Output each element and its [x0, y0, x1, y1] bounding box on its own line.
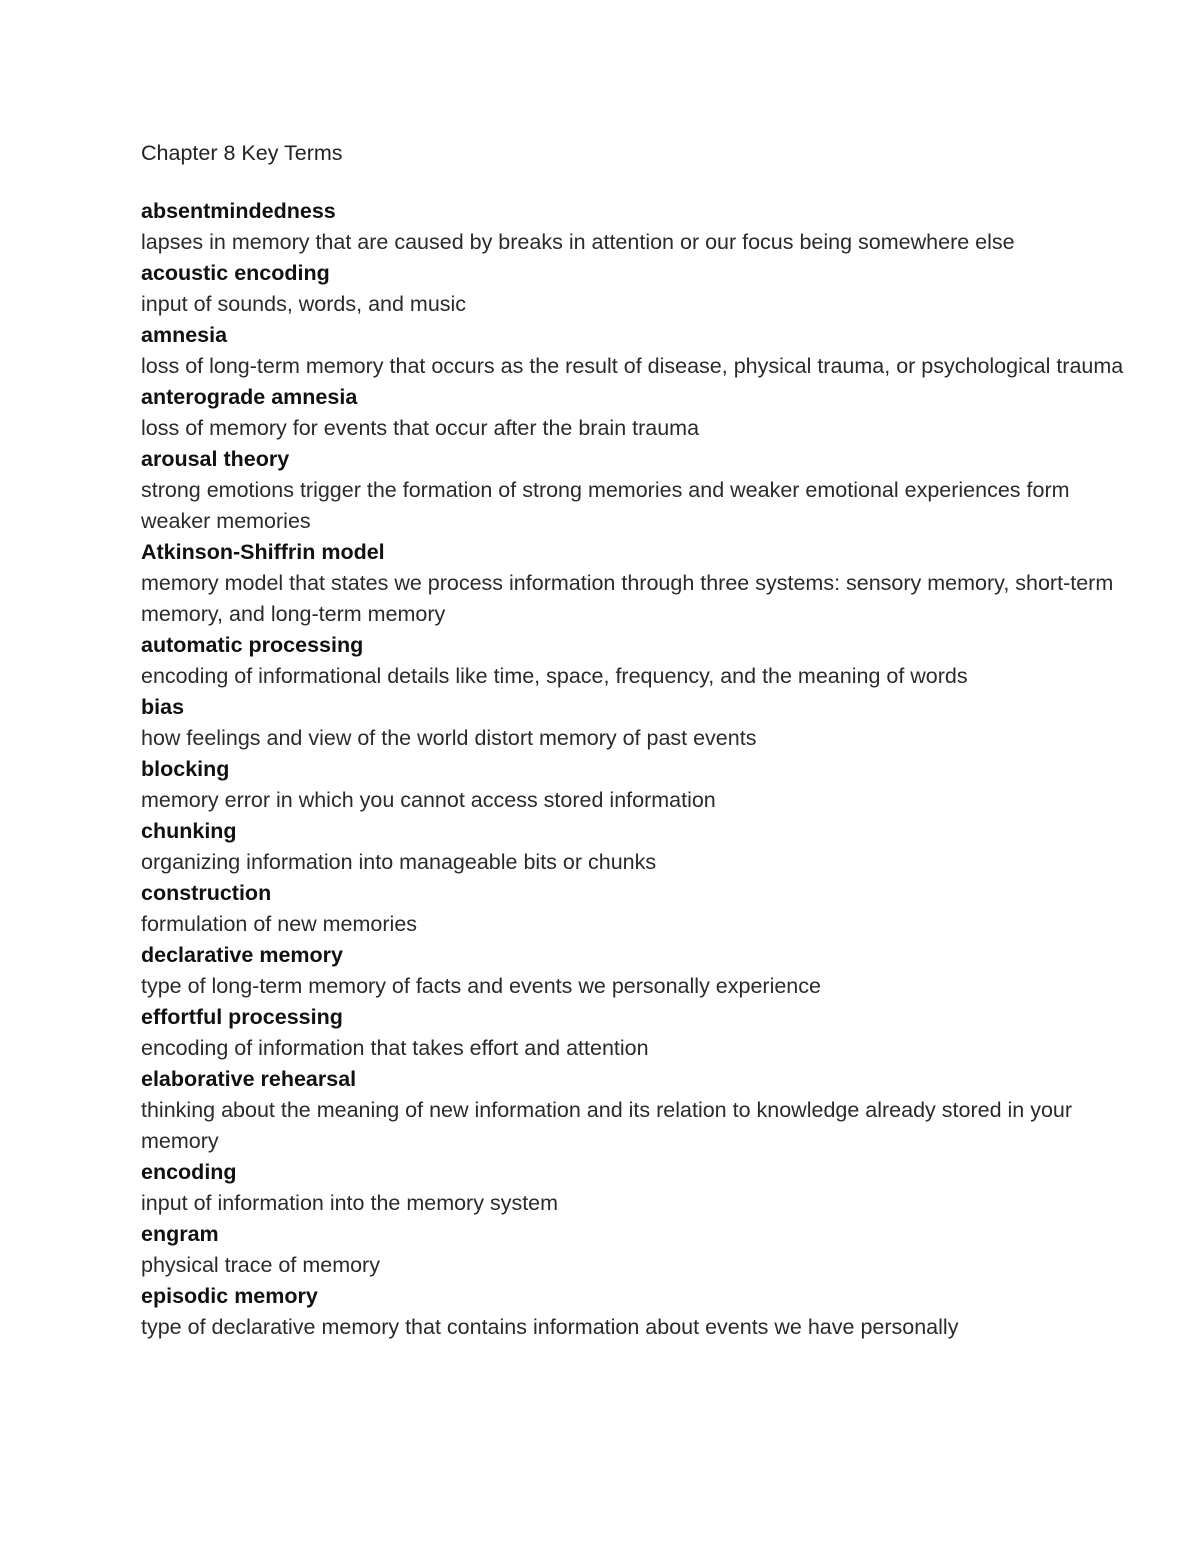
glossary-definition: organizing information into manageable bits or chunks [141, 850, 657, 874]
glossary-term: Atkinson-Shiffrin model [141, 540, 385, 564]
glossary-entry [141, 1002, 1141, 1064]
glossary-definition: memory error in which you cannot access stored information [141, 788, 716, 812]
glossary-definition: lapses in memory that are caused by breaks in attention or our focus being somewhere else [141, 230, 1015, 254]
glossary-entry [141, 940, 1141, 1002]
glossary-entry [141, 382, 1141, 444]
glossary-term: engram [141, 1222, 219, 1246]
glossary-term: amnesia [141, 323, 228, 347]
glossary-definition: formulation of new memories [141, 912, 418, 936]
glossary-term: elaborative rehearsal [141, 1067, 357, 1091]
glossary-term: construction [141, 881, 272, 905]
page-title: Chapter 8 Key Terms [141, 141, 343, 165]
glossary-entry [141, 816, 1141, 878]
glossary-definition: thinking about the meaning of new information and its relation to knowledge already stored in your memory [141, 1098, 1073, 1153]
glossary-term: acoustic encoding [141, 261, 330, 285]
glossary-definition: strong emotions trigger the formation of strong memories and weaker emotional experiences form weaker memories [141, 478, 1070, 533]
glossary-entry [141, 692, 1141, 754]
glossary-term: bias [141, 695, 185, 719]
glossary-definition: memory model that states we process information through three systems: sensory memory, short-term memory, and long-term memory [141, 571, 1114, 626]
document-page [141, 138, 1141, 1343]
glossary-entry [141, 196, 1141, 258]
glossary-term: effortful processing [141, 1005, 343, 1029]
glossary-term: encoding [141, 1160, 237, 1184]
glossary-definition: input of sounds, words, and music [141, 292, 467, 316]
glossary-entry [141, 320, 1141, 382]
glossary-entry [141, 258, 1141, 320]
glossary-term: declarative memory [141, 943, 343, 967]
glossary-term: anterograde amnesia [141, 385, 358, 409]
glossary-definition: type of long-term memory of facts and events we personally experience [141, 974, 821, 998]
glossary-definition: loss of memory for events that occur after the brain trauma [141, 416, 700, 440]
glossary-entry [141, 754, 1141, 816]
glossary-term: blocking [141, 757, 230, 781]
glossary-entry [141, 1157, 1141, 1219]
glossary-entry [141, 878, 1141, 940]
glossary-definition: type of declarative memory that contains information about events we have personally [141, 1315, 959, 1339]
glossary-definition: loss of long-term memory that occurs as the result of disease, physical trauma, or psychological trauma [141, 354, 1124, 378]
glossary-entry [141, 537, 1141, 630]
glossary-term: arousal theory [141, 447, 290, 471]
glossary-term: absentmindedness [141, 199, 336, 223]
glossary-definition: encoding of informational details like time, space, frequency, and the meaning of words [141, 664, 968, 688]
glossary-entry [141, 1064, 1141, 1157]
glossary-definition: how feelings and view of the world distort memory of past events [141, 726, 757, 750]
glossary-definition: input of information into the memory system [141, 1191, 559, 1215]
glossary-entry [141, 1281, 1141, 1343]
glossary-entry [141, 1219, 1141, 1281]
glossary-definition: physical trace of memory [141, 1253, 380, 1277]
glossary-entry [141, 630, 1141, 692]
glossary-definition: encoding of information that takes effort and attention [141, 1036, 649, 1060]
glossary-term: chunking [141, 819, 237, 843]
glossary-term: episodic memory [141, 1284, 318, 1308]
glossary-entry [141, 444, 1141, 537]
glossary-term: automatic processing [141, 633, 364, 657]
